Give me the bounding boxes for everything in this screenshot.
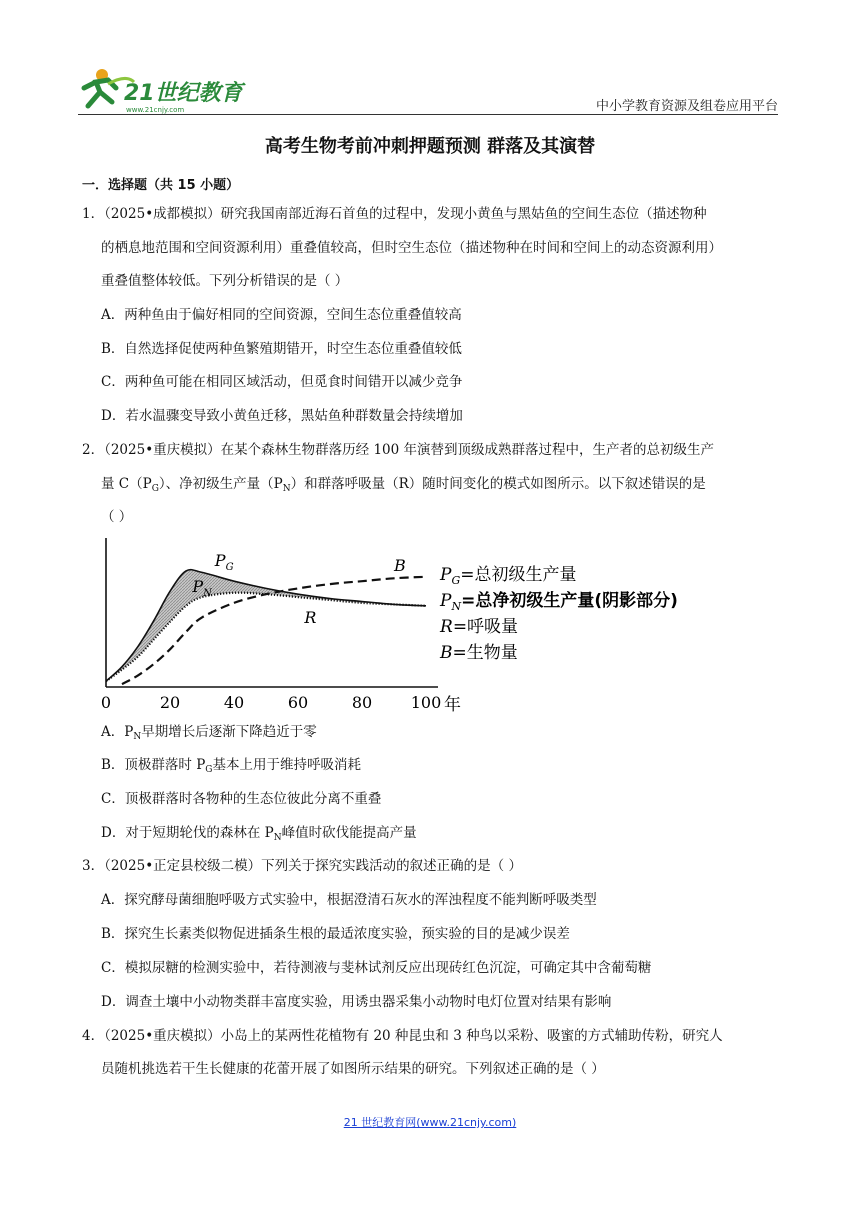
page-title: 高考生物考前冲刺押题预测 群落及其演替 xyxy=(264,136,596,157)
x-tick-label: 60 xyxy=(287,693,309,712)
logo-url: www.21cnjy.com xyxy=(126,106,185,114)
legend-item: R=呼吸量 xyxy=(440,617,519,637)
q3-option-b: B．探究生长素类似物促进插条生根的最适浓度实验，预实验的目的是减少误差 xyxy=(101,926,570,942)
logo xyxy=(78,66,248,116)
platform-label: 中小学教育资源及组卷应用平台 xyxy=(595,99,778,114)
q2-option-b: B．顶极群落时 $P_G$基本上用于维持呼吸消耗 xyxy=(101,757,361,775)
legend-item: $P_G=$总初级生产量 xyxy=(440,565,577,587)
q1-stem-line1: 1．（2025•成都模拟）研究我国南部近海石首鱼的过程中，发现小黄鱼与黑姑鱼的空间生态位（描述物种 xyxy=(82,206,707,222)
x-tick-label: 40 xyxy=(223,693,245,712)
x-unit-label: 年 xyxy=(444,695,461,715)
section-heading: 一．选择题（共 15 小题） xyxy=(82,178,240,193)
q4-stem-line2: 员随机挑选若干生长健康的花蕾开展了如图所示结果的研究。下列叙述正确的是（ ） xyxy=(101,1061,605,1077)
q1-option-a: A．两种鱼由于偏好相同的空间资源，空间生态位重叠值较高 xyxy=(101,307,462,323)
q2-stem-line3: （ ） xyxy=(101,509,133,525)
q2-option-d: D．对于短期轮伐的森林在 $P_N$峰值时砍伐能提高产量 xyxy=(101,825,417,843)
q1-option-b: B．自然选择促使两种鱼繁殖期错开，时空生态位重叠值较低 xyxy=(101,341,462,357)
legend-item: $P_N=$总净初级生产量(阴影部分) xyxy=(440,591,678,613)
x-tick-label: 80 xyxy=(351,693,373,712)
q2-option-c: C．顶极群落时各物种的生态位彼此分离不重叠 xyxy=(101,791,382,807)
header-divider xyxy=(78,114,778,115)
q4-stem-line1: 4．（2025•重庆模拟）小岛上的某两性花植物有 20 种昆虫和 3 种鸟以采粉、吸蜜的方式辅助传粉，研究人 xyxy=(82,1028,723,1044)
q3-option-a: A．探究酵母菌细胞呼吸方式实验中，根据澄清石灰水的浑浊程度不能判断呼吸类型 xyxy=(101,892,597,908)
pn-shaded-area xyxy=(106,570,426,682)
label-r: R xyxy=(304,608,317,627)
q2-stem-line2: 量 $C(P_G)$、净初级生产量$(P_N)$和群落呼吸量（R）随时间变化的模式如图所示。以下叙述错误的是 xyxy=(101,476,706,494)
label-pg: $P_G$ xyxy=(214,551,234,573)
legend-item: B=生物量 xyxy=(440,643,518,663)
succession-chart xyxy=(86,534,706,720)
q3-option-c: C．模拟尿糖的检测实验中，若待测液与斐林试剂反应出现砖红色沉淀，可确定其中含葡萄糖 xyxy=(101,960,652,976)
logo-text: 21世纪教育 xyxy=(124,81,243,106)
x-tick-label: 20 xyxy=(159,693,181,712)
label-pn: $P_N$ xyxy=(192,577,212,599)
q1-stem-line2: 的栖息地范围和空间资源利用）重叠值较高，但时空生态位（描述物种在时间和空间上的动态资源利用） xyxy=(101,240,722,256)
label-b: B xyxy=(394,556,406,575)
q1-stem-line3: 重叠值整体较低。下列分析错误的是（ ） xyxy=(101,273,349,289)
q2-stem-line1: 2．（2025•重庆模拟）在某个森林生物群落历经 100 年演替到顶级成熟群落过程中，生产者的总初级生产 xyxy=(82,442,715,458)
page-header xyxy=(78,66,778,118)
q3-option-d: D．调查土壤中小动物类群丰富度实验，用诱虫器采集小动物时电灯位置对结果有影响 xyxy=(101,994,612,1010)
x-tick-label: 100 xyxy=(410,693,442,712)
q3-stem-line1: 3．（2025•正定县校级二模）下列关于探究实践活动的叙述正确的是（ ） xyxy=(82,858,522,874)
footer-link[interactable]: 21 世纪教育网(www.21cnjy.com) xyxy=(343,1116,517,1129)
q1-option-d: D．若水温骤变导致小黄鱼迁移，黑姑鱼种群数量会持续增加 xyxy=(101,408,463,424)
x-tick-label: 0 xyxy=(100,693,112,712)
q1-option-c: C．两种鱼可能在相同区域活动，但觅食时间错开以减少竞争 xyxy=(101,374,463,390)
q2-option-a: A．$P_N$早期增长后逐渐下降趋近于零 xyxy=(101,724,317,742)
